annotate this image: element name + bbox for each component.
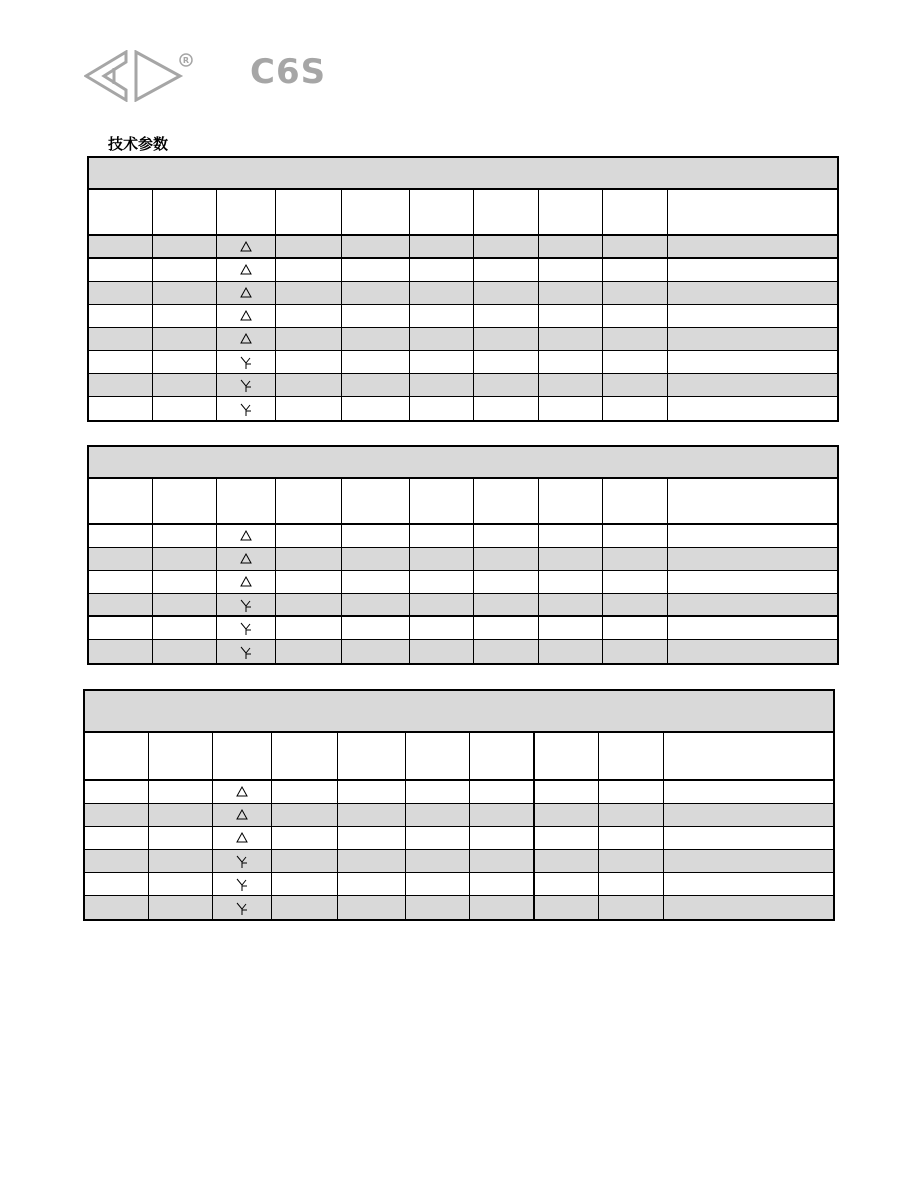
- table-cell: [539, 594, 603, 615]
- table-cell: [213, 781, 272, 803]
- table-cell: [89, 397, 153, 420]
- table-cell: [272, 850, 338, 872]
- table-cell: [599, 733, 664, 779]
- table-row: [89, 594, 837, 617]
- table-cell: [89, 374, 153, 396]
- table-cell: [276, 479, 342, 523]
- table-cell: [153, 374, 217, 396]
- table-cell: [342, 525, 410, 547]
- table-cell: [89, 594, 153, 615]
- table-cell: [410, 190, 474, 234]
- table-cell: [85, 781, 149, 803]
- table-cell: [535, 896, 599, 919]
- table-cell: [342, 259, 410, 281]
- table-cell: [406, 850, 470, 872]
- table-cell: [89, 525, 153, 547]
- table-cell: [153, 351, 217, 373]
- table-title-bar: [89, 158, 837, 190]
- table-cell: [603, 479, 668, 523]
- table-cell: [535, 827, 599, 849]
- table-cell: [668, 282, 801, 304]
- table-cell: [599, 827, 664, 849]
- table-cell: [603, 282, 668, 304]
- table-cell: [668, 259, 801, 281]
- company-logo: [84, 50, 194, 102]
- table-cell: [474, 479, 539, 523]
- table-cell: [276, 397, 342, 420]
- table-cell: [474, 617, 539, 639]
- table-cell: [89, 617, 153, 639]
- table-cell: [217, 259, 276, 281]
- table-cell: [342, 190, 410, 234]
- table-cell: [603, 397, 668, 420]
- table-cell: [153, 640, 217, 663]
- table-cell: [406, 873, 470, 895]
- wye-connection-icon: [239, 402, 253, 416]
- table-cell: [410, 594, 474, 615]
- table-cell: [474, 190, 539, 234]
- table-row: [85, 781, 833, 804]
- wye-connection-icon: [239, 621, 253, 635]
- table-cell: [535, 804, 599, 826]
- table-cell: [535, 850, 599, 872]
- delta-connection-icon: [239, 552, 253, 566]
- table-cell: [539, 236, 603, 257]
- table-cell: [89, 571, 153, 593]
- delta-connection-icon: [239, 240, 253, 254]
- table-cell: [338, 733, 406, 779]
- delta-connection-icon: [235, 785, 249, 799]
- table-cell: [342, 236, 410, 257]
- table-cell: [470, 873, 535, 895]
- table-cell: [342, 351, 410, 373]
- table-cell: [539, 282, 603, 304]
- table-cell: [149, 733, 213, 779]
- table-cell: [85, 873, 149, 895]
- table-cell: [342, 479, 410, 523]
- table-cell: [217, 236, 276, 257]
- table-cell: [149, 804, 213, 826]
- table-cell: [410, 282, 474, 304]
- table-cell: [213, 827, 272, 849]
- table-cell: [603, 236, 668, 257]
- table-cell: [539, 397, 603, 420]
- table-cell: [85, 827, 149, 849]
- table-cell: [539, 617, 603, 639]
- table-cell: [85, 733, 149, 779]
- table-cell: [153, 397, 217, 420]
- table-row: [85, 873, 833, 896]
- delta-connection-icon: [239, 263, 253, 277]
- table-cell: [664, 896, 797, 919]
- table-row: [89, 640, 837, 663]
- table-cell: [539, 305, 603, 327]
- table-cell: [342, 328, 410, 350]
- table-cell: [153, 571, 217, 593]
- table-cell: [89, 190, 153, 234]
- table-cell: [599, 850, 664, 872]
- table-cell: [539, 328, 603, 350]
- table-cell: [342, 640, 410, 663]
- table-cell: [470, 804, 535, 826]
- section-title: 技术参数: [108, 135, 169, 153]
- product-model: C6S: [250, 52, 327, 92]
- table-cell: [149, 850, 213, 872]
- table-header-row: [85, 733, 833, 781]
- table-cell: [603, 190, 668, 234]
- table-cell: [149, 827, 213, 849]
- table-cell: [342, 282, 410, 304]
- table-cell: [338, 827, 406, 849]
- table-cell: [539, 548, 603, 570]
- table-cell: [217, 548, 276, 570]
- delta-connection-icon: [235, 831, 249, 845]
- table-cell: [470, 827, 535, 849]
- table-cell: [153, 479, 217, 523]
- table-cell: [276, 617, 342, 639]
- table-cell: [217, 282, 276, 304]
- table-cell: [539, 190, 603, 234]
- table-row: [89, 328, 837, 351]
- table-cell: [664, 873, 797, 895]
- table-cell: [276, 374, 342, 396]
- table-cell: [276, 259, 342, 281]
- table-cell: [338, 850, 406, 872]
- table-row: [89, 397, 837, 420]
- table-cell: [539, 571, 603, 593]
- table-cell: [603, 617, 668, 639]
- table-cell: [474, 305, 539, 327]
- table-cell: [89, 640, 153, 663]
- table-cell: [276, 594, 342, 615]
- table-cell: [272, 827, 338, 849]
- wye-connection-icon: [239, 598, 253, 612]
- table-cell: [213, 733, 272, 779]
- table-header-row: [89, 190, 837, 236]
- table-cell: [89, 305, 153, 327]
- table-cell: [342, 548, 410, 570]
- table-title-bar: [89, 447, 837, 479]
- table-cell: [668, 190, 801, 234]
- table-cell: [603, 571, 668, 593]
- table-cell: [153, 617, 217, 639]
- table-cell: [410, 305, 474, 327]
- table-cell: [539, 640, 603, 663]
- svg-text:R: R: [182, 56, 190, 65]
- table-cell: [603, 351, 668, 373]
- table-cell: [410, 640, 474, 663]
- table-cell: [153, 525, 217, 547]
- table-cell: [535, 733, 599, 779]
- table-cell: [474, 282, 539, 304]
- table-cell: [535, 781, 599, 803]
- table-row: [89, 548, 837, 571]
- table-cell: [89, 282, 153, 304]
- table-row: [89, 351, 837, 374]
- table-cell: [406, 896, 470, 919]
- table-cell: [603, 525, 668, 547]
- table-cell: [603, 594, 668, 615]
- table-row: [89, 617, 837, 640]
- table-cell: [470, 896, 535, 919]
- table-cell: [276, 351, 342, 373]
- table-cell: [668, 594, 801, 615]
- table-cell: [406, 827, 470, 849]
- delta-connection-icon: [235, 808, 249, 822]
- table-cell: [599, 804, 664, 826]
- table-cell: [410, 351, 474, 373]
- table-cell: [276, 571, 342, 593]
- table-cell: [668, 548, 801, 570]
- table-cell: [149, 896, 213, 919]
- table-cell: [217, 525, 276, 547]
- table-cell: [664, 781, 797, 803]
- table-cell: [410, 328, 474, 350]
- table-cell: [342, 374, 410, 396]
- table-cell: [668, 305, 801, 327]
- table-cell: [217, 328, 276, 350]
- table-cell: [338, 781, 406, 803]
- table-cell: [338, 804, 406, 826]
- table-cell: [410, 259, 474, 281]
- table-cell: [664, 827, 797, 849]
- table-cell: [668, 640, 801, 663]
- table-cell: [342, 305, 410, 327]
- table-cell: [474, 397, 539, 420]
- table-row: [85, 827, 833, 850]
- table-cell: [410, 374, 474, 396]
- table-cell: [474, 525, 539, 547]
- spec-table-1: [87, 156, 839, 422]
- table-cell: [603, 259, 668, 281]
- wye-connection-icon: [239, 378, 253, 392]
- delta-connection-icon: [239, 286, 253, 300]
- table-row: [89, 236, 837, 259]
- table-cell: [276, 640, 342, 663]
- table-row: [89, 374, 837, 397]
- table-cell: [153, 190, 217, 234]
- table-cell: [342, 617, 410, 639]
- table-cell: [668, 397, 801, 420]
- table-cell: [153, 259, 217, 281]
- table-cell: [217, 397, 276, 420]
- table-cell: [664, 850, 797, 872]
- table-cell: [213, 896, 272, 919]
- table-cell: [668, 479, 801, 523]
- table-cell: [406, 781, 470, 803]
- table-cell: [668, 525, 801, 547]
- table-cell: [217, 479, 276, 523]
- table-cell: [89, 351, 153, 373]
- table-row: [89, 525, 837, 548]
- table-cell: [272, 873, 338, 895]
- table-cell: [474, 328, 539, 350]
- table-cell: [406, 804, 470, 826]
- table-cell: [276, 328, 342, 350]
- table-title-bar: [85, 691, 833, 733]
- table-cell: [668, 571, 801, 593]
- spec-table-2: [87, 445, 839, 665]
- table-cell: [668, 328, 801, 350]
- table-cell: [338, 896, 406, 919]
- table-cell: [539, 479, 603, 523]
- table-cell: [406, 733, 470, 779]
- table-header-row: [89, 479, 837, 525]
- table-cell: [342, 397, 410, 420]
- table-cell: [217, 571, 276, 593]
- table-cell: [603, 374, 668, 396]
- table-cell: [149, 873, 213, 895]
- table-row: [85, 896, 833, 919]
- wye-connection-icon: [235, 877, 249, 891]
- table-cell: [153, 282, 217, 304]
- table-cell: [85, 850, 149, 872]
- table-cell: [539, 259, 603, 281]
- table-cell: [217, 351, 276, 373]
- table-cell: [217, 640, 276, 663]
- wye-connection-icon: [235, 854, 249, 868]
- table-cell: [276, 190, 342, 234]
- table-row: [85, 850, 833, 873]
- table-cell: [410, 236, 474, 257]
- table-cell: [539, 374, 603, 396]
- table-cell: [599, 896, 664, 919]
- table-row: [89, 305, 837, 328]
- table-cell: [664, 733, 797, 779]
- table-cell: [410, 617, 474, 639]
- table-cell: [342, 594, 410, 615]
- table-cell: [410, 525, 474, 547]
- table-cell: [217, 617, 276, 639]
- table-cell: [474, 594, 539, 615]
- table-cell: [213, 873, 272, 895]
- table-cell: [470, 733, 535, 779]
- table-cell: [276, 525, 342, 547]
- table-cell: [217, 190, 276, 234]
- table-cell: [410, 571, 474, 593]
- wye-connection-icon: [239, 645, 253, 659]
- table-cell: [603, 548, 668, 570]
- table-cell: [338, 873, 406, 895]
- table-cell: [149, 781, 213, 803]
- table-cell: [217, 594, 276, 615]
- table-cell: [276, 282, 342, 304]
- table-cell: [668, 617, 801, 639]
- table-cell: [89, 479, 153, 523]
- table-cell: [276, 305, 342, 327]
- table-cell: [217, 305, 276, 327]
- table-cell: [153, 594, 217, 615]
- table-cell: [474, 236, 539, 257]
- table-cell: [272, 781, 338, 803]
- table-cell: [213, 804, 272, 826]
- table-cell: [342, 571, 410, 593]
- table-cell: [539, 351, 603, 373]
- table-cell: [539, 525, 603, 547]
- table-cell: [276, 236, 342, 257]
- table-row: [89, 259, 837, 282]
- delta-connection-icon: [239, 332, 253, 346]
- table-row: [89, 571, 837, 594]
- table-cell: [410, 548, 474, 570]
- table-cell: [89, 236, 153, 257]
- table-cell: [599, 781, 664, 803]
- table-row: [89, 282, 837, 305]
- table-cell: [410, 479, 474, 523]
- table-cell: [599, 873, 664, 895]
- table-cell: [535, 873, 599, 895]
- table-cell: [213, 850, 272, 872]
- table-cell: [470, 781, 535, 803]
- table-cell: [272, 733, 338, 779]
- table-cell: [272, 896, 338, 919]
- delta-connection-icon: [239, 575, 253, 589]
- table-cell: [668, 374, 801, 396]
- table-cell: [603, 328, 668, 350]
- table-cell: [474, 548, 539, 570]
- table-cell: [664, 804, 797, 826]
- table-cell: [470, 850, 535, 872]
- delta-connection-icon: [239, 529, 253, 543]
- table-cell: [89, 259, 153, 281]
- table-cell: [89, 328, 153, 350]
- table-cell: [153, 328, 217, 350]
- table-cell: [85, 804, 149, 826]
- table-cell: [474, 351, 539, 373]
- table-cell: [85, 896, 149, 919]
- table-cell: [153, 305, 217, 327]
- table-cell: [89, 548, 153, 570]
- table-cell: [474, 640, 539, 663]
- table-cell: [217, 374, 276, 396]
- table-cell: [603, 640, 668, 663]
- table-cell: [276, 548, 342, 570]
- wye-connection-icon: [239, 355, 253, 369]
- spec-table-3: [83, 689, 835, 921]
- table-cell: [153, 236, 217, 257]
- wye-connection-icon: [235, 901, 249, 915]
- table-cell: [272, 804, 338, 826]
- table-cell: [153, 548, 217, 570]
- table-row: [85, 804, 833, 827]
- table-cell: [668, 351, 801, 373]
- table-cell: [474, 374, 539, 396]
- table-cell: [668, 236, 801, 257]
- table-cell: [603, 305, 668, 327]
- table-cell: [474, 571, 539, 593]
- delta-connection-icon: [239, 309, 253, 323]
- table-cell: [474, 259, 539, 281]
- table-cell: [410, 397, 474, 420]
